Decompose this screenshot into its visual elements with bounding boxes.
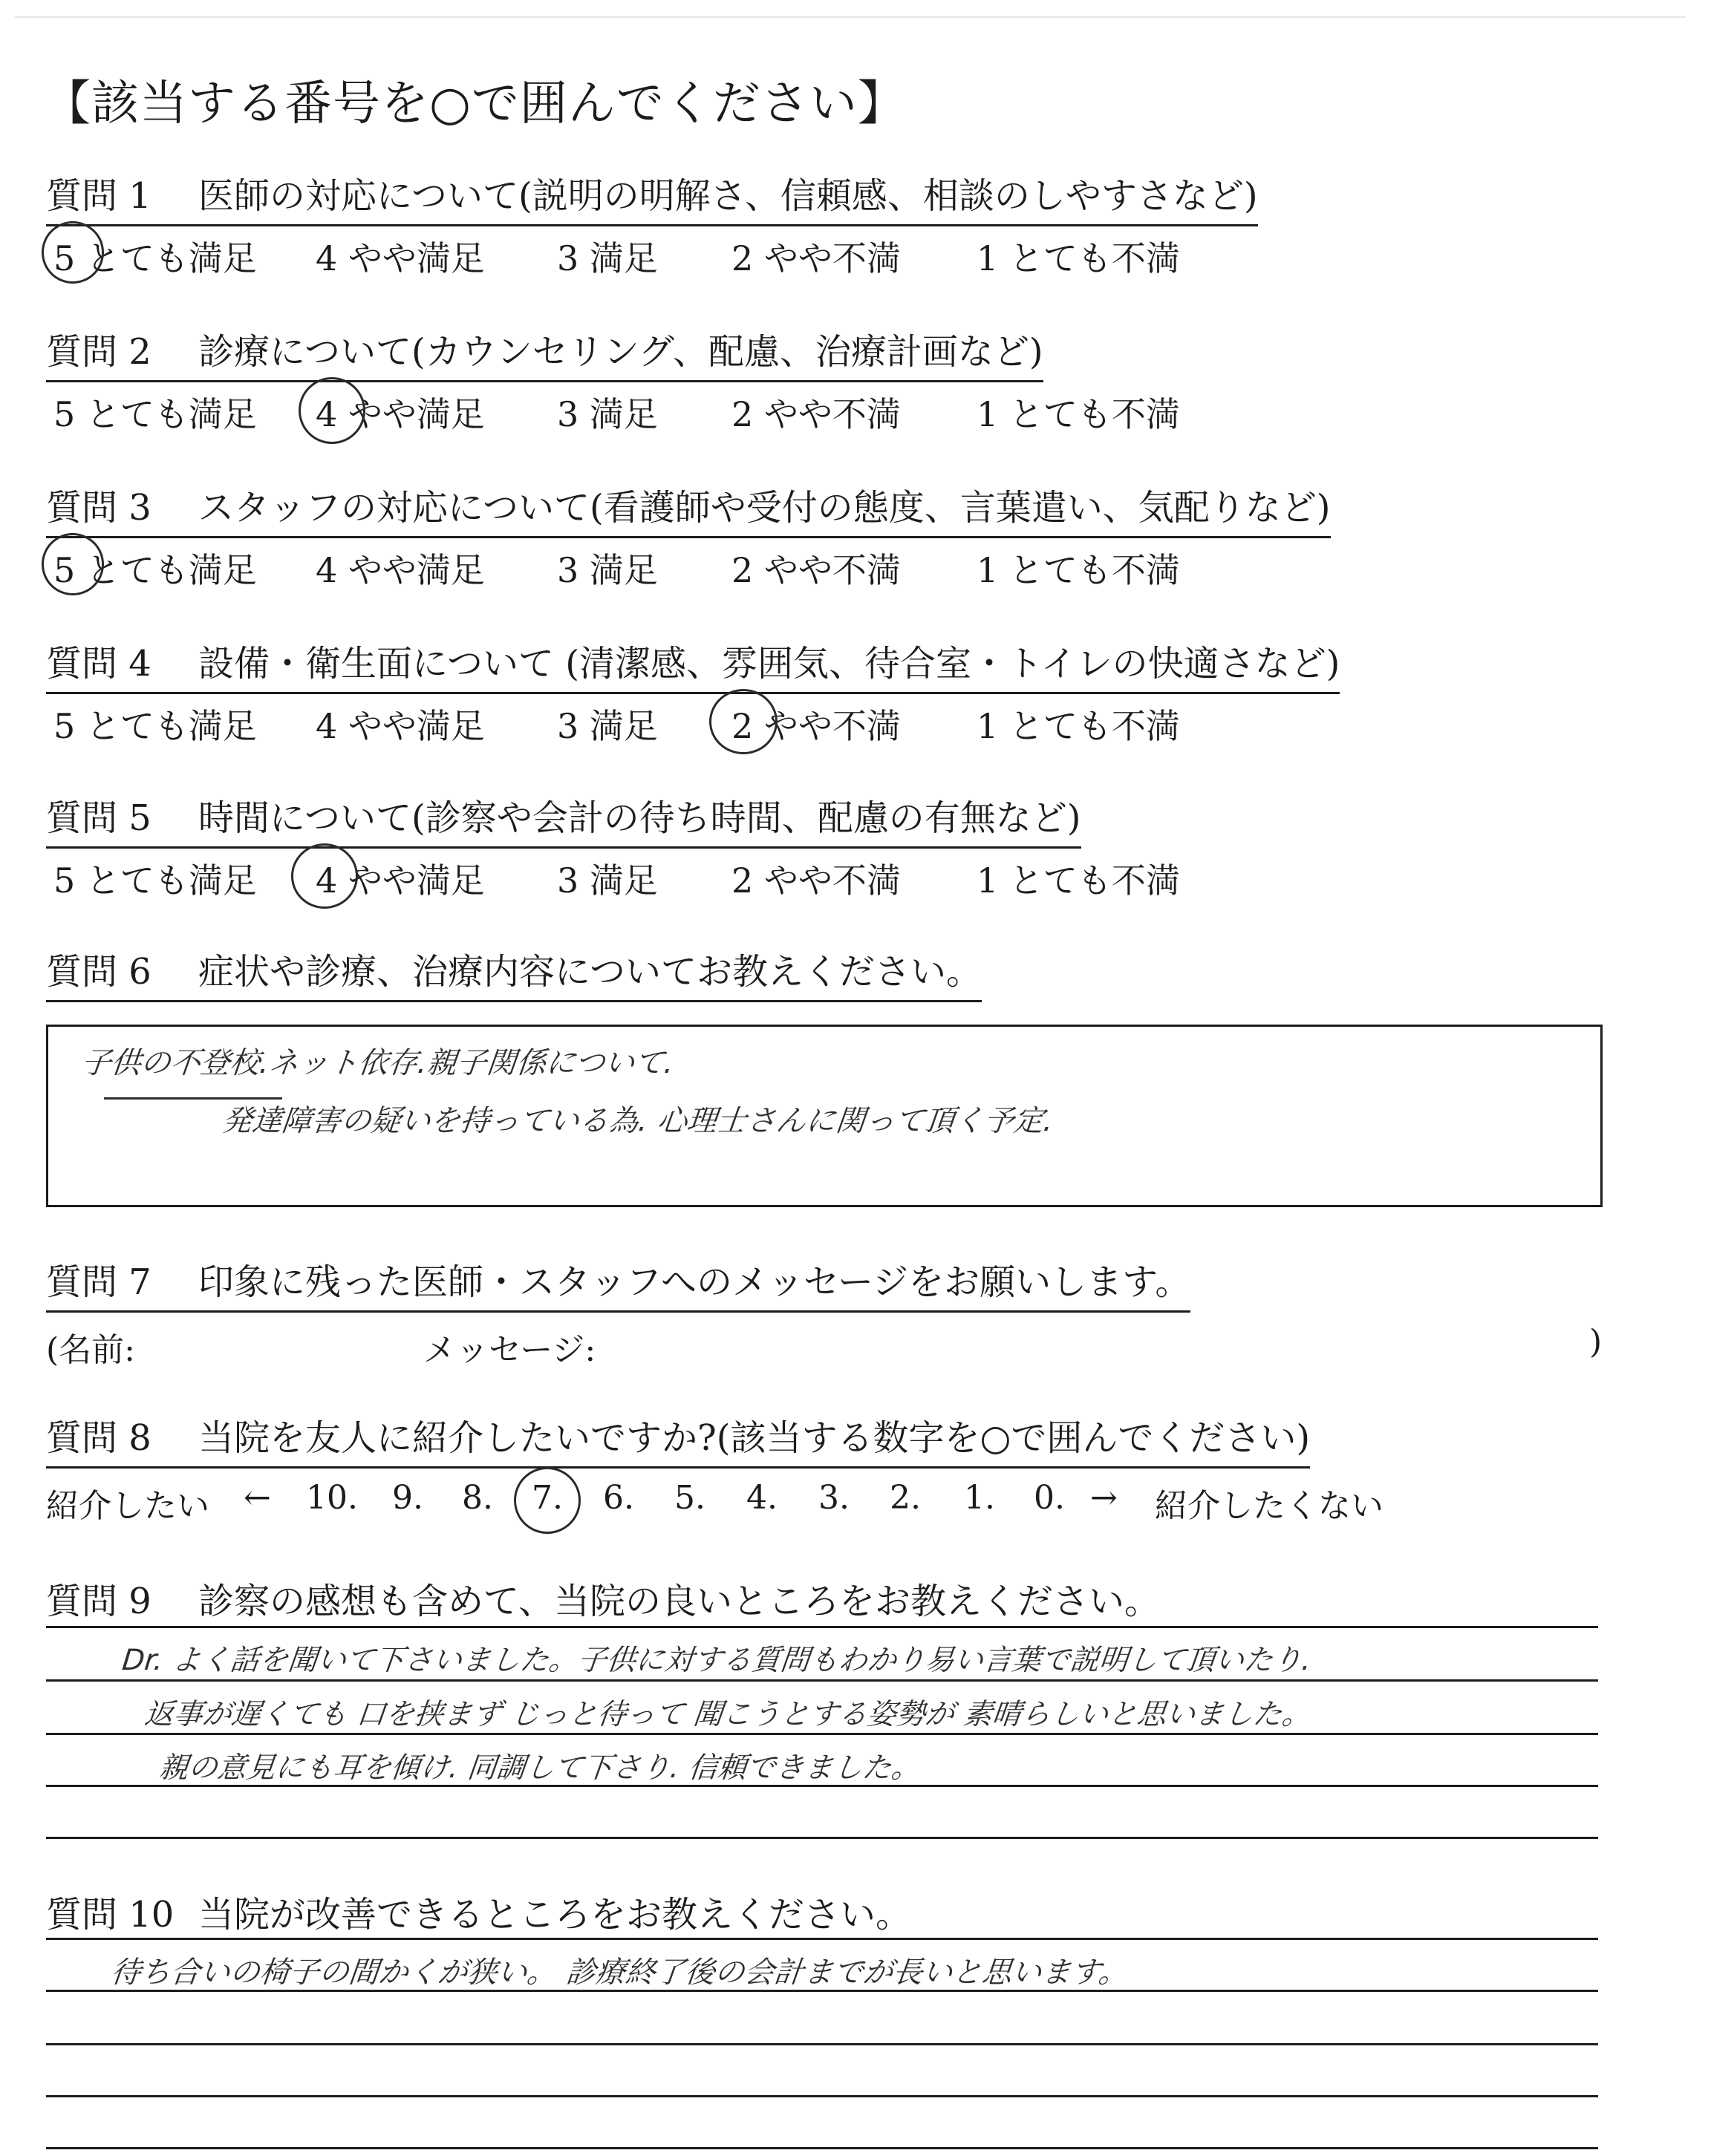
q7-message-label: メッセージ:: [423, 1331, 596, 1369]
q4-option-4[interactable]: 4 やや満足: [316, 706, 485, 746]
question-4-label: 質問 4: [46, 643, 151, 685]
q10-answer-rule-4: [46, 2095, 1598, 2097]
question-5-label: 質問 5: [46, 797, 151, 839]
question-2-label: 質問 2: [46, 331, 151, 373]
question-9-label: 質問 9: [46, 1581, 151, 1622]
q5-option-1[interactable]: 1 とても不満: [977, 860, 1180, 901]
q6-answer-line-2: 発達障害の疑いを持っている為. 心理士さんに関って頂く予定.: [221, 1104, 1055, 1138]
question-10-label: 質問 10: [46, 1894, 175, 1936]
question-6-label: 質問 6: [46, 951, 151, 993]
q7-close-paren: ): [1589, 1323, 1603, 1361]
page-title: 【該当する番号を○で囲んでください】: [43, 76, 906, 131]
q2-option-1[interactable]: 1 とても不満: [977, 394, 1180, 434]
q1-option-1[interactable]: 1 とても不満: [977, 238, 1180, 278]
q7-name-label: (名前:: [46, 1331, 135, 1369]
q9-answer-rule-3: [46, 1733, 1598, 1735]
question-9-text: 診察の感想も含めて、当院の良いところをお教えください。: [198, 1581, 1161, 1622]
question-2-title: [46, 323, 1043, 382]
q5-option-3[interactable]: 3 満足: [557, 860, 658, 901]
q6-answer-line-1: 子供の不登校.ネット依存.親子関係について.: [79, 1046, 676, 1080]
q4-option-1[interactable]: 1 とても不満: [977, 706, 1180, 746]
question-7-label: 質問 7: [46, 1261, 151, 1303]
q9-answer-rule-5: [46, 1837, 1598, 1839]
question-1-label: 質問 1: [46, 175, 151, 217]
q9-answer-line-2: 返事が遅くても 口を挟まず じっと待って 聞こうとする姿勢が 素晴らしいと思いました。: [143, 1698, 1313, 1731]
question-3-title: [46, 479, 1331, 538]
question-6-title: [46, 943, 982, 1002]
q10-answer-rule-1: [46, 1938, 1598, 1940]
q8-number-7[interactable]: 7.: [532, 1479, 563, 1517]
q8-number-9[interactable]: 9.: [392, 1479, 423, 1517]
q8-number-8[interactable]: 8.: [462, 1479, 493, 1517]
q5-option-5[interactable]: 5 とても満足: [53, 860, 257, 901]
question-5-text: 時間について(診察や会計の待ち時間、配慮の有無など): [198, 797, 1081, 839]
top-divider: [15, 16, 1686, 18]
question-4-text: 設備・衛生面について (清潔感、雰囲気、待合室・トイレの快適さなど): [198, 643, 1340, 685]
q10-answer-rule-5: [46, 2147, 1598, 2149]
q9-answer-rule-1: [46, 1626, 1598, 1628]
q4-option-3[interactable]: 3 満足: [557, 706, 658, 746]
q8-left-label: 紹介したい: [46, 1487, 209, 1525]
question-8-label: 質問 8: [46, 1417, 151, 1459]
q3-option-2[interactable]: 2 やや不満: [731, 550, 901, 590]
q2-option-3[interactable]: 3 満足: [557, 394, 658, 434]
q3-option-3[interactable]: 3 満足: [557, 550, 658, 590]
q8-left-arrow: ←: [244, 1479, 271, 1517]
q8-number-6[interactable]: 6.: [603, 1479, 634, 1517]
q8-right-label: 紹介したくない: [1155, 1487, 1384, 1525]
question-5-title: [46, 789, 1081, 849]
question-2-text: 診療について(カウンセリング、配慮、治療計画など): [198, 331, 1043, 373]
q1-option-2[interactable]: 2 やや不満: [731, 238, 901, 278]
q2-option-2[interactable]: 2 やや不満: [731, 394, 901, 434]
question-3-label: 質問 3: [46, 487, 151, 529]
q8-number-10[interactable]: 10.: [306, 1479, 358, 1517]
q2-option-4[interactable]: 4 やや満足: [316, 394, 485, 434]
question-8-text: 当院を友人に紹介したいですか?(該当する数字を○で囲んでください): [198, 1417, 1311, 1459]
q10-answer-rule-3: [46, 2043, 1598, 2045]
question-3-text: スタッフの対応について(看護師や受付の態度、言葉遣い、気配りなど): [198, 487, 1331, 529]
question-1-title: [46, 167, 1258, 226]
q9-answer-line-3: 親の意見にも耳を傾け. 同調して下さり. 信頼できました。: [157, 1751, 922, 1785]
q1-option-5[interactable]: 5 とても満足: [53, 238, 257, 278]
question-8-title: [46, 1409, 1310, 1469]
question-4-title: [46, 635, 1340, 694]
question-9-title: [46, 1572, 1160, 1630]
q5-option-2[interactable]: 2 やや不満: [731, 860, 901, 901]
q8-number-3[interactable]: 3.: [818, 1479, 850, 1517]
q8-right-arrow: →: [1090, 1479, 1118, 1517]
question-7-text: 印象に残った医師・スタッフへのメッセージをお願いします。: [198, 1261, 1191, 1303]
q5-option-4[interactable]: 4 やや満足: [316, 860, 485, 901]
q10-answer-line-1: 待ち合いの椅子の間かくが狭い。 診療終了後の会計までが長いと思います。: [109, 1956, 1130, 1990]
q3-option-1[interactable]: 1 とても不満: [977, 550, 1180, 590]
q3-option-5[interactable]: 5 とても満足: [53, 550, 257, 590]
question-10-text: 当院が改善できるところをお教えください。: [198, 1894, 912, 1936]
question-7-title: [46, 1253, 1190, 1313]
q8-number-4[interactable]: 4.: [746, 1479, 778, 1517]
q8-number-2[interactable]: 2.: [890, 1479, 921, 1517]
q2-option-5[interactable]: 5 とても満足: [53, 394, 257, 434]
q1-option-4[interactable]: 4 やや満足: [316, 238, 485, 278]
q9-answer-rule-2: [46, 1679, 1598, 1682]
q4-option-5[interactable]: 5 とても満足: [53, 706, 257, 746]
q8-number-0[interactable]: 0.: [1034, 1479, 1065, 1517]
question-6-text: 症状や診療、治療内容についてお教えください。: [198, 951, 982, 993]
q4-option-2[interactable]: 2 やや不満: [731, 706, 901, 746]
question-1-text: 医師の対応について(説明の明解さ、信頼感、相談のしやすさなど): [198, 175, 1258, 217]
q1-option-3[interactable]: 3 満足: [557, 238, 658, 278]
question-10-title: [46, 1886, 911, 1943]
q8-number-5[interactable]: 5.: [674, 1479, 705, 1517]
q8-number-1[interactable]: 1.: [964, 1479, 995, 1517]
q3-option-4[interactable]: 4 やや満足: [316, 550, 485, 590]
q9-answer-line-1: Dr. よく話を聞いて下さいました。子供に対する質問もわかり易い言葉で説明して頂いたり.: [120, 1644, 1313, 1677]
